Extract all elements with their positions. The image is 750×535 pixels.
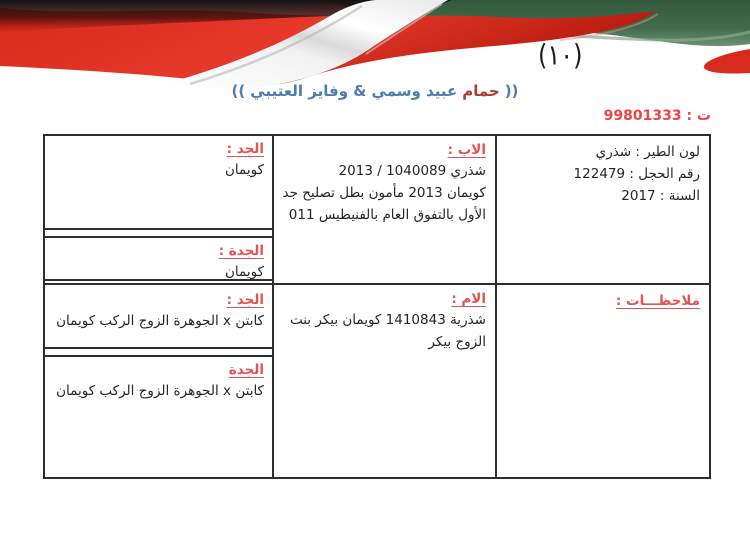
grandfather-bottom-label-line xyxy=(49,289,264,310)
pedigree-table xyxy=(43,134,711,479)
title-rest: عبيد وسمي & وفايز العتيبي xyxy=(250,82,458,100)
father-line-2: كويمان 2013 مأمون بطل تصليح جد xyxy=(282,185,486,201)
notes-cell xyxy=(497,285,709,477)
mother-line: شذرية 1410843 كويمان بيكر بنت الزوج بيكر xyxy=(289,312,486,350)
mother-label-line xyxy=(278,288,486,309)
mother-cell xyxy=(272,285,497,477)
grandmother-top-box xyxy=(45,236,272,281)
grandmother-bottom-box xyxy=(45,355,272,477)
father-line-1: شذري 1040089 / 2013 xyxy=(338,163,486,179)
page-number: (١٠) xyxy=(538,38,583,72)
grandmother-top-text: كويمان xyxy=(225,264,264,280)
bird-info-cell xyxy=(497,136,709,285)
grandfather-top-label-line xyxy=(49,138,264,159)
grandmother-top-label: الجدة : xyxy=(218,243,264,259)
bird-color-line: لون الطير : شذري xyxy=(595,144,700,160)
paternal-grandparents-column xyxy=(45,136,272,285)
mother-label: الام : xyxy=(451,291,486,307)
kuwait-flag-banner xyxy=(0,0,750,88)
grandfather-bottom-box xyxy=(45,287,272,349)
year-line: السنة : 2017 xyxy=(621,188,700,204)
grandfather-bottom-text: كابتن x الجوهرة الزوج الركب كويمان xyxy=(56,313,264,329)
grandfather-top-box xyxy=(45,136,272,230)
title-row xyxy=(0,81,750,100)
grandmother-bottom-text: كابتن x الجوهرة الزوج الركب كويمان xyxy=(56,383,264,399)
father-line-3: الأول بالتفوق العام بالفنيطيس 011 xyxy=(288,207,486,223)
ring-number-line: رقم الحجل : 122479 xyxy=(573,166,700,182)
grandfather-bottom-label: الجد : xyxy=(226,292,264,308)
page-title xyxy=(232,82,519,100)
grandmother-bottom-label-line xyxy=(49,359,264,380)
title-open-paren: (( xyxy=(504,82,519,100)
title-close-paren: )) xyxy=(231,82,246,100)
father-cell xyxy=(272,136,497,285)
grandfather-top-text: كويمان xyxy=(225,162,264,178)
maternal-grandparents-column xyxy=(45,285,272,477)
grandmother-top-label-line xyxy=(49,240,264,261)
notes-label: ملاحظـــات : xyxy=(615,293,700,309)
father-label: الاب : xyxy=(447,142,486,158)
grandfather-top-label: الجد : xyxy=(226,141,264,157)
phone-number: ت : 99801333 xyxy=(603,108,711,124)
title-word-red: حمام xyxy=(462,82,500,100)
father-label-line xyxy=(278,139,486,160)
grandmother-bottom-label: الجدة xyxy=(228,362,264,378)
